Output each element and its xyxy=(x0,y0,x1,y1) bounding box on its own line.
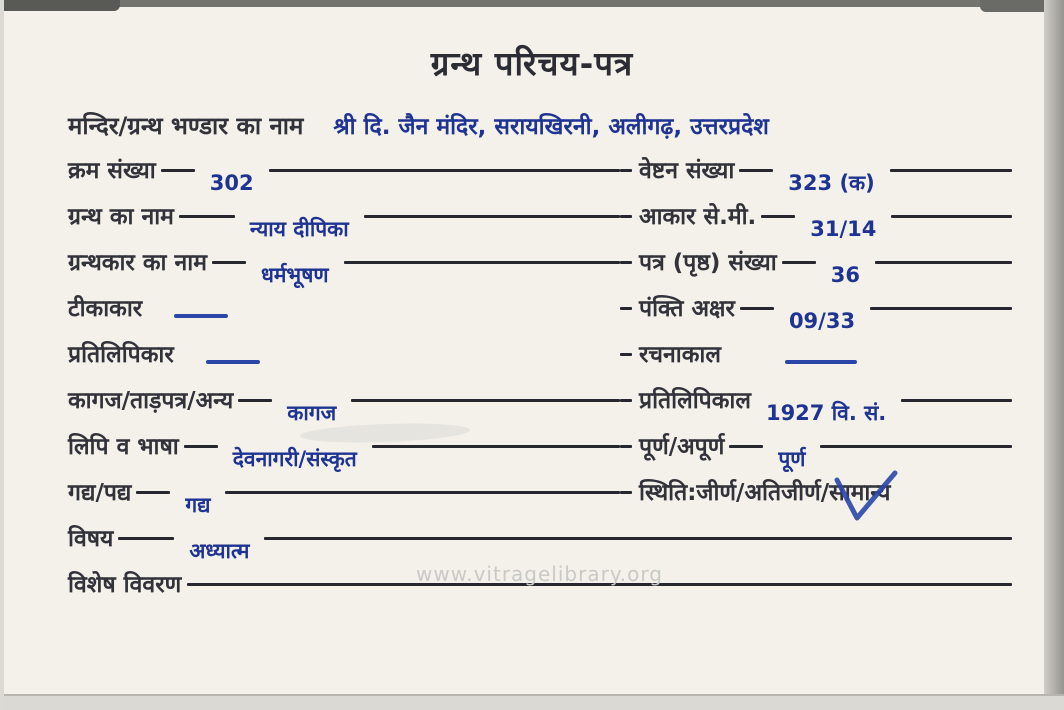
rule-line xyxy=(344,261,620,264)
rule-line xyxy=(118,537,174,540)
lines-letters-label: पंक्ति अक्षर xyxy=(639,296,735,322)
copy-date-value: 1927 वि. सं. xyxy=(765,401,887,425)
serial-number-label: क्रम संख्या xyxy=(68,158,156,184)
rule-line xyxy=(212,261,246,264)
rule-line xyxy=(890,169,1012,172)
rule-line xyxy=(782,261,816,264)
form-row-author-pages xyxy=(68,249,1012,295)
form-row-script-complete xyxy=(68,433,1012,479)
size-cm-label: आकार से.मी. xyxy=(639,204,757,230)
scan-edge-top xyxy=(0,0,1064,7)
repository-name-value: श्री दि. जैन मंदिर, सरायखिरनी, अलीगढ़, उत्तरप्रदेश xyxy=(333,114,769,140)
material-label: कागज/ताड़पत्र/अन्य xyxy=(68,388,234,414)
rule-line xyxy=(620,261,632,264)
rule-line xyxy=(620,399,632,402)
page-title: ग्रन्थ परिचय-पत्र xyxy=(430,44,634,83)
rule-line xyxy=(870,307,1012,310)
special-details-label: विशेष विवरण xyxy=(68,572,182,598)
bundle-number-value: 323 (क) xyxy=(788,171,875,195)
scan-edge-right xyxy=(1044,0,1064,710)
condition-checked-option xyxy=(829,479,890,509)
composition-date-label: रचनाकाल xyxy=(639,342,721,368)
scan-edge-left xyxy=(0,0,4,710)
bundle-number-label: वेष्टन संख्या xyxy=(639,158,735,184)
rule-line xyxy=(901,399,1012,402)
rule-line xyxy=(269,169,620,172)
completeness-label: पूर्ण/अपूर्ण xyxy=(639,434,725,460)
rule-line xyxy=(372,445,620,448)
prose-verse-label: गद्य/पद्य xyxy=(68,480,132,506)
lines-letters-value: 09/33 xyxy=(788,309,856,333)
subject-label: विषय xyxy=(68,526,114,552)
page-count-value: 36 xyxy=(830,263,860,287)
form-row-serial-bundle xyxy=(68,157,1012,203)
rule-line xyxy=(620,445,632,448)
rule-line xyxy=(136,491,170,494)
script-language-label: लिपि व भाषा xyxy=(68,434,179,460)
handwritten-dash xyxy=(206,360,260,364)
rule-line xyxy=(729,445,763,448)
size-cm-value: 31/14 xyxy=(810,217,877,241)
rule-line xyxy=(179,215,235,218)
scan-edge-bottom xyxy=(0,694,1064,710)
rule-line xyxy=(620,491,632,494)
rule-line xyxy=(351,399,620,402)
form-row-commentator-lines xyxy=(68,295,1012,341)
scan-edge-top-left xyxy=(0,0,120,11)
rule-line xyxy=(620,307,632,310)
serial-number-value: 302 xyxy=(209,171,254,195)
repository-name-row xyxy=(68,109,1012,153)
rule-line xyxy=(225,491,620,494)
form-row-title-size xyxy=(68,203,1012,249)
condition-label: स्थिति:जीर्ण/अतिजीर्ण/ xyxy=(639,480,830,506)
rule-line xyxy=(620,215,632,218)
repository-name-label: मन्दिर/ग्रन्थ भण्डार का नाम xyxy=(68,112,304,140)
prose-verse-value: गद्य xyxy=(185,493,211,517)
author-name-value: धर्मभूषण xyxy=(260,263,329,287)
form-row-copyist-composition xyxy=(68,341,1012,387)
manuscript-name-value: न्याय दीपिका xyxy=(249,217,349,241)
rule-line xyxy=(620,353,632,356)
rule-line xyxy=(184,445,218,448)
page-count-label: पत्र (पृष्ठ) संख्या xyxy=(639,250,777,276)
form-row-material-copydate xyxy=(68,387,1012,433)
rule-line xyxy=(740,307,774,310)
handwritten-dash xyxy=(174,314,228,318)
rule-line xyxy=(875,261,1012,264)
handwritten-dash xyxy=(785,360,857,364)
rule-line xyxy=(891,215,1012,218)
condition-option-text: सामान्य xyxy=(829,480,891,506)
material-value: कागज xyxy=(287,401,337,425)
copy-date-label: प्रतिलिपिकाल xyxy=(639,388,751,414)
manuscript-name-label: ग्रन्थ का नाम xyxy=(68,204,174,230)
rule-line xyxy=(238,399,272,402)
author-name-label: ग्रन्थकार का नाम xyxy=(68,250,207,276)
rule-line xyxy=(820,445,1012,448)
commentator-label: टीकाकार xyxy=(68,296,143,322)
subject-value: अध्यात्म xyxy=(189,539,250,563)
rule-line xyxy=(364,215,620,218)
rule-line xyxy=(620,169,632,172)
rule-line xyxy=(761,215,795,218)
form-row-prose-condition xyxy=(68,479,1012,525)
script-language-value: देवनागरी/संस्कृत xyxy=(232,447,357,471)
copyist-label: प्रतिलिपिकार xyxy=(68,342,174,368)
watermark: www.vitragelibrary.org xyxy=(416,562,663,586)
completeness-value: पूर्ण xyxy=(778,447,806,471)
rule-line xyxy=(161,169,195,172)
rule-line xyxy=(264,537,1012,540)
rule-line xyxy=(739,169,773,172)
